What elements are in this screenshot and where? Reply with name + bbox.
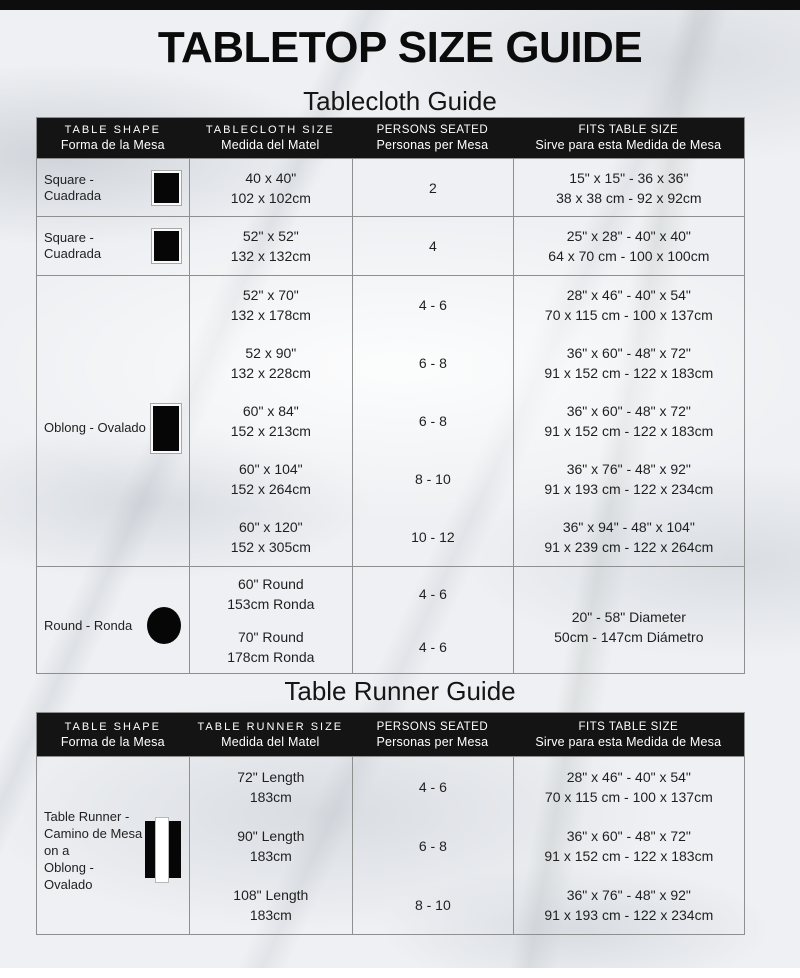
size-inches: 52" x 52" — [242, 228, 299, 244]
circle-icon — [147, 607, 181, 644]
header-label-en: TABLE SHAPE — [64, 720, 161, 733]
table-row — [37, 275, 744, 566]
size-cm: 178cm Ronda — [227, 648, 315, 665]
size-cm: 183cm — [249, 788, 292, 805]
tablecloth-table — [36, 117, 745, 674]
fits-inches: 36" x 60" - 48" x 72" — [566, 827, 691, 844]
fits-cm: 50cm - 147cm Diámetro — [554, 629, 704, 645]
size-inches: 40 x 40" — [245, 169, 297, 186]
size-inches: 60" x 84" — [242, 403, 299, 419]
header-label-en: TABLE SHAPE — [64, 124, 161, 136]
shape-label-line: Oblong - Ovalado — [44, 859, 94, 892]
table-row — [37, 216, 744, 275]
fits-cell-diameter — [513, 567, 744, 673]
shape-label-line: Camino de Mesa — [44, 825, 143, 841]
tablecloth-guide-heading: Tablecloth Guide — [303, 86, 497, 116]
persons-value: 8 - 10 — [414, 471, 451, 487]
persons-cell — [352, 159, 513, 216]
fits-cell — [513, 276, 744, 566]
size-cell — [189, 757, 353, 934]
page-title: TABLETOP SIZE GUIDE — [157, 23, 643, 72]
fits-cm: 38 x 38 cm - 92 x 92cm — [556, 189, 702, 206]
fits-cell — [513, 217, 744, 275]
persons-value: 6 - 8 — [418, 837, 447, 854]
runner-table — [36, 712, 745, 935]
header-label-es: Personas per Mesa — [376, 734, 489, 749]
top-black-bar — [0, 0, 800, 10]
size-cell — [189, 567, 353, 673]
size-inches: 90" Length — [237, 827, 305, 844]
fits-cm: 91 x 152 cm - 122 x 183cm — [544, 847, 714, 864]
size-cm: 152 x 305cm — [230, 539, 311, 555]
header-cell-persons-seated — [352, 713, 513, 756]
header-label-es: Medida del Matel — [221, 734, 320, 749]
size-inches: 108" Length — [233, 886, 309, 903]
header-label-en: TABLE RUNNER SIZE — [197, 720, 344, 733]
fits-cm: 70 x 115 cm - 100 x 137cm — [544, 788, 713, 805]
persons-value: 4 — [428, 238, 437, 254]
header-label-en: FITS TABLE SIZE — [578, 124, 679, 136]
square-icon — [152, 229, 181, 263]
shape-label: Square - Cuadrada — [44, 230, 102, 261]
persons-value: 4 - 6 — [418, 297, 447, 313]
shape-cell-table-runner — [37, 757, 189, 934]
fits-cm: 91 x 193 cm - 122 x 234cm — [544, 906, 714, 923]
fits-cm: 70 x 115 cm - 100 x 137cm — [544, 307, 713, 323]
table-row — [37, 158, 744, 216]
shape-label: Round - Ronda — [44, 617, 133, 633]
header-label-en: TABLECLOTH SIZE — [205, 124, 335, 136]
size-inches: 70" Round — [237, 628, 304, 645]
shape-label-line: Table Runner - — [44, 808, 130, 824]
size-inches: 52 x 90" — [245, 345, 297, 361]
persons-cell — [352, 757, 513, 934]
size-cm: 132 x 228cm — [230, 365, 311, 381]
size-cm: 152 x 264cm — [230, 481, 311, 497]
fits-cm: 91 x 152 cm - 122 x 183cm — [544, 365, 714, 381]
header-label-es: Sirve para esta Medida de Mesa — [535, 138, 722, 152]
header-cell-table-shape — [37, 713, 189, 756]
runner-strip-part — [155, 817, 169, 883]
header-label-en: PERSONS SEATED — [376, 720, 489, 733]
header-label-es: Sirve para esta Medida de Mesa — [535, 734, 722, 749]
persons-cell — [352, 567, 513, 673]
fits-cm: 91 x 152 cm - 122 x 183cm — [544, 423, 714, 439]
square-icon — [152, 171, 181, 205]
size-cell — [189, 159, 353, 216]
persons-value: 4 - 6 — [418, 585, 447, 602]
header-cell-fits-table-size — [513, 118, 744, 158]
header-label-en: FITS TABLE SIZE — [578, 720, 679, 733]
persons-cell — [352, 276, 513, 566]
header-label-es: Medida del Matel — [221, 138, 320, 152]
persons-value: 4 - 6 — [418, 778, 447, 795]
size-cm: 102 x 102cm — [230, 189, 311, 206]
header-label-es: Forma de la Mesa — [60, 138, 165, 152]
bottom-white-strip — [0, 968, 800, 978]
size-cm: 152 x 213cm — [230, 423, 311, 439]
size-cm: 132 x 178cm — [230, 307, 311, 323]
fits-inches: 28" x 46" - 40" x 54" — [566, 287, 691, 303]
runner-table-header — [37, 713, 744, 756]
persons-cell — [352, 217, 513, 275]
size-inches: 60" x 120" — [239, 519, 303, 535]
shape-cell-oblong — [37, 276, 189, 566]
shape-label-line: on a — [44, 842, 70, 858]
header-label-es: Forma de la Mesa — [60, 734, 165, 749]
header-label-es: Personas per Mesa — [376, 138, 489, 152]
header-cell-tablecloth-size — [189, 118, 353, 158]
fits-cell — [513, 159, 744, 216]
tablecloth-table-header — [37, 118, 744, 158]
table-row — [37, 756, 744, 934]
fits-cell — [513, 757, 744, 934]
header-cell-persons-seated — [352, 118, 513, 158]
size-cell — [189, 276, 353, 566]
persons-value: 8 - 10 — [414, 896, 451, 913]
runner-guide-heading: Table Runner Guide — [284, 676, 516, 706]
header-cell-runner-size — [189, 713, 353, 756]
fits-inches: 36" x 60" - 48" x 72" — [566, 403, 691, 419]
header-label-en: PERSONS SEATED — [376, 124, 489, 136]
table-row — [37, 566, 744, 673]
fits-cm: 91 x 193 cm - 122 x 234cm — [544, 481, 714, 497]
size-cm: 183cm — [249, 906, 292, 923]
fits-cm: 64 x 70 cm - 100 x 100cm — [548, 248, 710, 264]
persons-value: 10 - 12 — [411, 529, 455, 545]
fits-cm: 91 x 239 cm - 122 x 264cm — [544, 539, 714, 555]
fits-inches: 25" x 28" - 40" x 40" — [566, 228, 691, 244]
header-cell-fits-table-size — [513, 713, 744, 756]
persons-value: 4 - 6 — [418, 638, 447, 655]
fits-inches: 15" x 15" - 36 x 36" — [569, 169, 689, 186]
fits-inches: 36" x 60" - 48" x 72" — [566, 345, 691, 361]
size-inches: 60" x 104" — [239, 461, 303, 477]
size-inches: 52" x 70" — [242, 287, 299, 303]
shape-label: Oblong - Ovalado — [44, 420, 146, 435]
size-inches: 60" Round — [237, 575, 304, 592]
shape-cell-square — [37, 217, 189, 275]
oblong-icon — [151, 404, 181, 453]
persons-value: 6 - 8 — [418, 413, 447, 429]
size-cm: 183cm — [249, 847, 292, 864]
fits-inches: 36" x 76" - 48" x 92" — [566, 886, 691, 903]
persons-value: 6 - 8 — [418, 355, 447, 371]
header-cell-table-shape — [37, 118, 189, 158]
shape-label: Square - Cuadrada — [44, 171, 102, 203]
size-cell — [189, 217, 353, 275]
fits-inches: 28" x 46" - 40" x 54" — [566, 768, 691, 785]
shape-cell-round — [37, 567, 189, 673]
size-cm: 153cm Ronda — [227, 595, 315, 612]
size-cm: 132 x 132cm — [230, 248, 311, 264]
fits-inches: 20" - 58" Diameter — [571, 609, 686, 625]
shape-cell-square — [37, 159, 189, 216]
size-inches: 72" Length — [237, 768, 305, 785]
shape-label — [44, 808, 145, 893]
table-runner-icon — [145, 817, 181, 883]
fits-inches: 36" x 76" - 48" x 92" — [566, 461, 691, 477]
persons-value: 2 — [428, 179, 437, 196]
fits-inches: 36" x 94" - 48" x 104" — [562, 519, 695, 535]
